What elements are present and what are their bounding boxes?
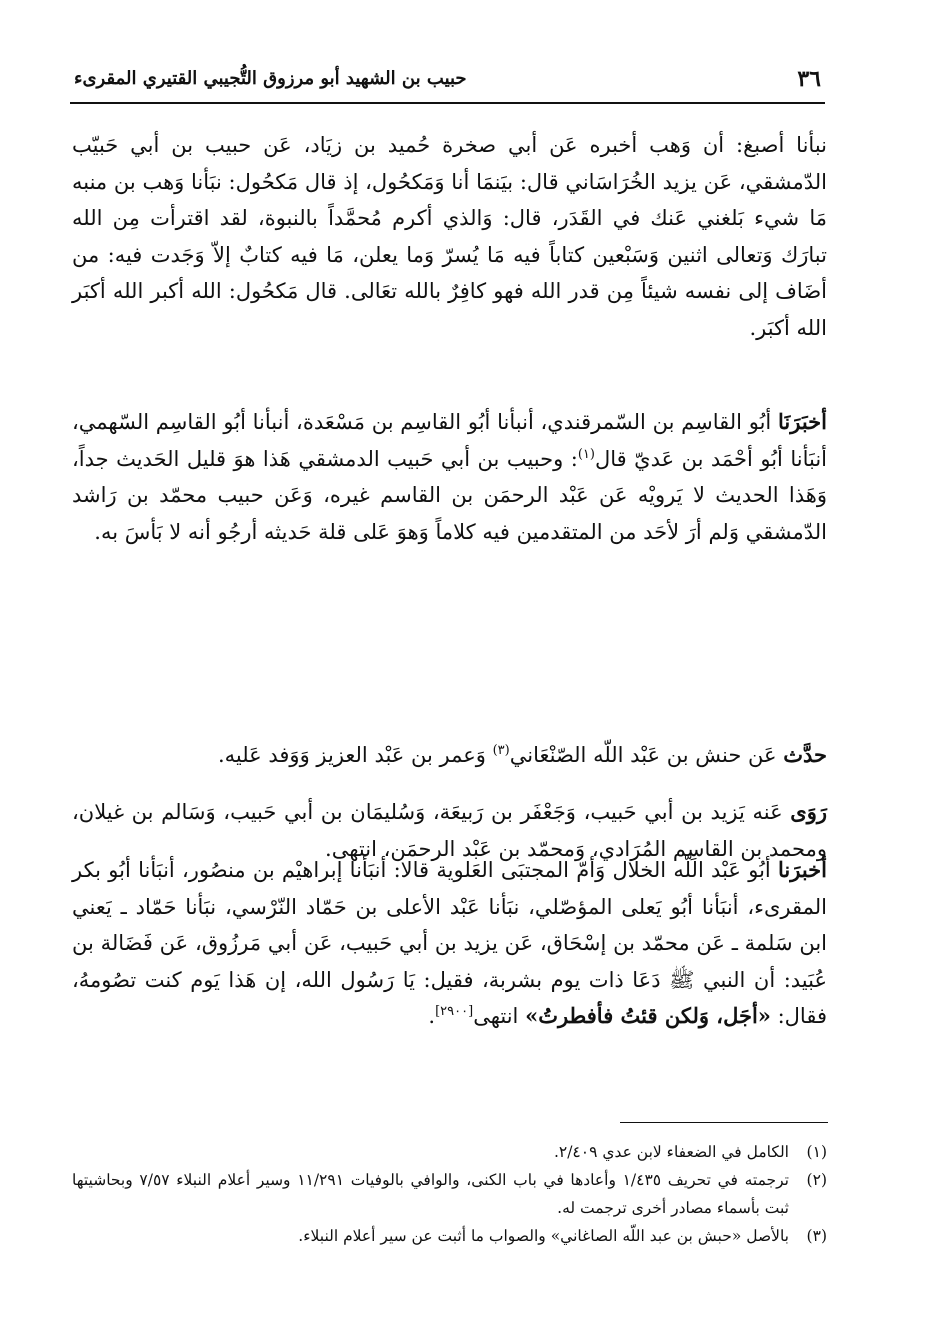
paragraph-hadith-fadala xyxy=(72,852,827,1035)
footnote-item xyxy=(72,1138,827,1166)
footnote-text: ترجمته في تحريف ١/٤٣٥ وأعادها في باب الكنى، والوافي بالوفيات ١١/٢٩١ وسير أعلام النبلاء ٧/٥٧ وبحاشيتها ثبت بأسماء مصادر أخرى ترجمت له. xyxy=(72,1171,789,1217)
footnote-number: (٣) xyxy=(806,1227,827,1245)
lead-word: رَوَى xyxy=(790,799,827,824)
footnote-divider xyxy=(620,1122,828,1123)
lead-word: أخبَرَنَا xyxy=(778,409,827,434)
paragraph-haddatha xyxy=(72,737,827,774)
paragraph-text: عَنه يَزيد بن أبي حَبيب، وَجَعْفَر بن رَبيعَة، وَسُليمَان بن أبي حَبيب، وَسَالم بن غيلان، ومحمد بن القاسِم المُرَادي، وَمحمّد بن عَبْد الرحمَن، انتهى. xyxy=(72,800,827,861)
paragraph-text-continued: انتهى xyxy=(473,1004,526,1028)
footnote-text: الكامل في الضعفاء لابن عدي ٢/٤٠٩. xyxy=(553,1143,789,1161)
paragraph-text-continued: : وحبيب بن أبي حَبيب الدمشقي هَذا هوَ قليل الحَديث جداً، وَهَذا الحديث لا يَرويْه عَن عَبْد الرحمَن بن القاسم غيره، وَعَن حبيب محمّد بن رَاشد الدّمشقي وَلم أرَ لأحَد من المتقدمين فيه كلاماً وَهوَ عَلى قلة حَديثه أرجُو أنه لا بَأسَ به. xyxy=(72,446,827,544)
footnote-marker-1: (١) xyxy=(577,446,595,462)
footnote-number: (٢) xyxy=(806,1171,827,1189)
paragraph-text: نبأنا أصبغ: أن وَهب أخبره عَن أبي صخرة حُميد بن زيَاد، عَن حبيب بن أبي حَبيّب الدّمشقي، عَن يزيد الخُرَاسَاني قال: بيَنمَا أنا وَمَكحُول، إذ قال مَكحُول: نبَأنا وَهب بن منبه مَا شيء بَلغني عَنك في القَدَر، قال: وَالذي أكرم مُحمَّداً بالنبوة، لقد اقترأت مِن الله تبارَك وَتعالى اثنين وَسَبْعين كتاباً فيه مَا يُسرّ وَما يعلن، مَا فيه كتابٌ إلاّ وَجَدت فيه: من أضَاف إلى نفسه شيئاً مِن قدر الله فهو كافِرٌ بالله تعَالى. قال مَكحُول: الله أكبر الله أكبَر الله أكبَر. xyxy=(72,133,827,340)
footnote-item xyxy=(72,1222,827,1250)
paragraph-text: عَن حنش بن عَبْد اللّه الصّنْعَاني xyxy=(509,743,784,767)
lead-word: حدَّث xyxy=(783,742,827,767)
page-number: ٣٦ xyxy=(797,66,821,92)
footnote-marker-3: (٣) xyxy=(492,743,510,758)
paragraph-text: أبُو عَبْد اللّه الخلال وَأمّ المجتبَى العَلوية قالا: أنبَأنا إبراهيْم بن منصُور، أنبَأنا أبُو بكر المقرىء، أنبَأنا أبُو يَعلى المؤصّلي، نبَأنا عَبْد الأعلى بن حَمّاد النّرْسي، نبَأنا حَمّاد ـ يَعني ابن سَلمة ـ عَن محمّد بن إسْحَاق، عَن يزيد بن أبي حَبيب، عَن أبي مَرزُوق، عَن فَضَالة بن عُبَيد: أن النبي ﷺ دَعَا ذات يوم بشربة، فقيل: يَا رَسُول الله، إن هَذا يَوم كنت تصُومهُ، فقال: xyxy=(72,858,827,1028)
prophetic-quote: «أجَل، وَلكن قئتُ فأفطرتُ» xyxy=(525,1003,771,1028)
running-title: حبيب بن الشهيد أبو مرزوق التُّجيبي القتيري المقرىء xyxy=(74,68,467,89)
paragraph-hadith-makhul xyxy=(72,127,827,346)
footnotes xyxy=(72,1138,827,1250)
paragraph-end: . xyxy=(428,1004,436,1028)
paragraph-text: أبُو القاسِم بن السّمرقندي، أنبأنا أبُو القاسِم بن مَسْعَدة، أنبأنا أبُو القاسِم السّهمي، أنبَأنا أبُو أحْمَد بن عَديّ قال xyxy=(72,410,827,471)
hadith-reference-number: [٢٩٠٠] xyxy=(435,1004,474,1019)
paragraph-text-continued: وَعمر بن عَبْد العزيز وَوَفد عَليه. xyxy=(217,743,493,767)
page-header xyxy=(70,60,825,104)
paragraph-ibn-adi xyxy=(72,404,827,550)
footnote-text: بالأصل «حبش بن عبد اللّه الصاغاني» والصواب ما أثبت عن سير أعلام النبلاء. xyxy=(298,1227,789,1245)
footnote-number: (١) xyxy=(806,1143,827,1161)
footnote-item xyxy=(72,1166,827,1222)
lead-word: أخبرَنا xyxy=(778,857,827,882)
